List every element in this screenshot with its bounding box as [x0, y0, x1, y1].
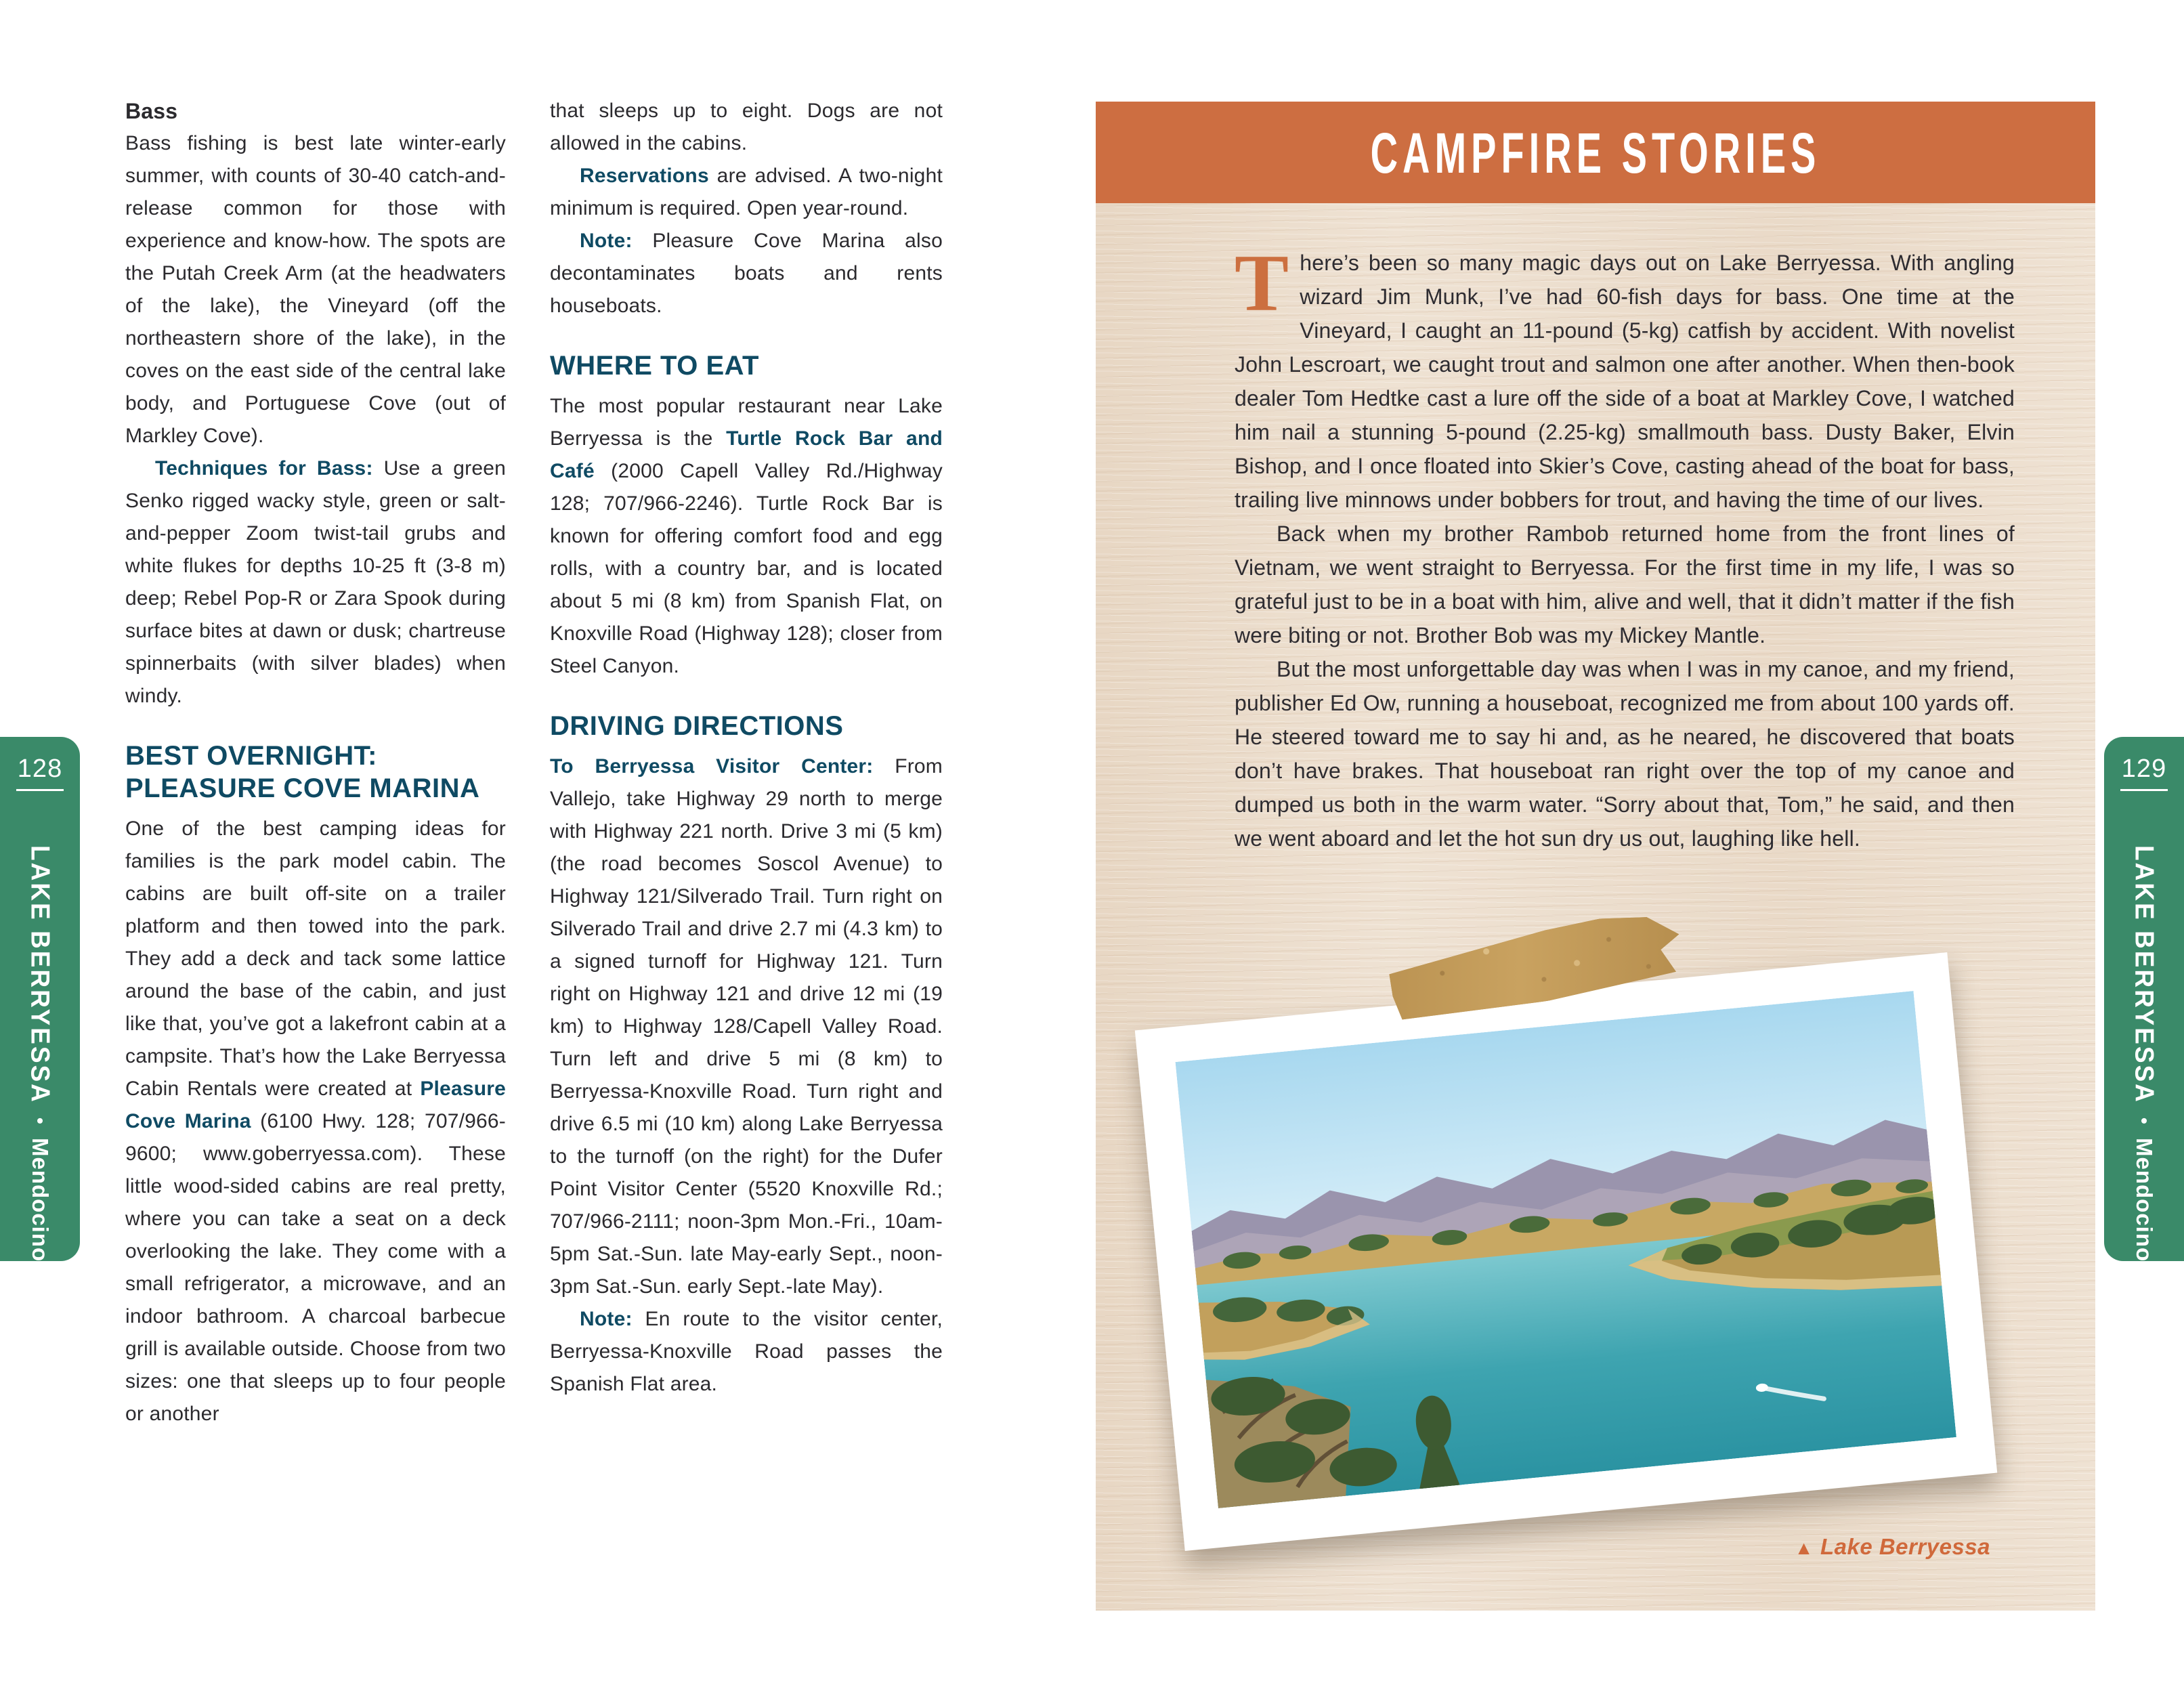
bass-heading: Bass [125, 99, 178, 123]
campfire-stories-title: CAMPFIRE STORIES [1370, 120, 1821, 185]
note-label: Note: [580, 230, 633, 252]
right-tab-vertical-label [2130, 845, 2158, 1262]
lake-scene-illustration [1176, 991, 1956, 1508]
overnight-paragraph [125, 813, 506, 1430]
lake-berryessa-photo-frame [1135, 952, 1997, 1551]
where-to-eat-paragraph [550, 390, 943, 683]
pleasure-cove-marina-bold: Pleasure Cove Marina [125, 1078, 506, 1132]
visitor-center-label: To Berryessa Visitor Center: [550, 755, 874, 778]
campfire-stories-box [1096, 102, 2095, 1611]
story-paragraph-1-text: here’s been so many magic days out on Lake Berryessa. With angling wizard Jim Munk, I’ve had 60-fish days for bass. One time at the Vineyard, I caught an 11-pound (5-kg) catfish by accident. With novelist John Lescroart, we caught trout and salmon one after another. When then-book dealer Tom Hedtke cast a lure off the side of a boat at Markley Cove, I watched him nail a stunning 5-pound (2.25-kg) smallmouth bass. Dusty Baker, Elvin Bishop, and I once floated into Skier’s Cove, casting ahead of the boat for bass, trailing live minnows under bobbers for trout, and having the time of our lives. [1235, 251, 2015, 512]
left-tab-vertical-label [26, 845, 54, 1262]
tab-region-label: LAKE BERRYESSA [2130, 845, 2159, 1104]
campfire-story-text [1235, 238, 2015, 855]
note-text: En route to the visitor center, Berryessa-Knoxville Road passes the Spanish Flat area. [550, 1308, 943, 1395]
techniques-paragraph [125, 452, 506, 712]
lake-berryessa-photo [1176, 991, 1956, 1508]
tab-region-label: LAKE BERRYESSA [26, 845, 55, 1104]
story-paragraph-2: Back when my brother Rambob returned home from the front lines of Vietnam, we went straight to Berryessa. For the first time in my life, I was so grateful just to be in a boat with him, alive and well, that it didn’t matter if the fish were biting or not. Brother Bob was my Mickey Mantle. [1235, 522, 2015, 647]
tab-area-label: Mendocino [2132, 1137, 2157, 1262]
best-overnight-heading: BEST OVERNIGHT: PLEASURE COVE MARINA [125, 741, 480, 803]
eat-text-pre: The most popular restaurant near Lake Berryessa is the [550, 395, 943, 450]
overnight-text-post: (6100 Hwy. 128; 707/966-9600; www.goberryessa.com). These little wood-sided cabins are real pretty, where you can take a seat on a deck overlooking the lake. They come with a small refrigerator, a microwave, and an indoor bathroom. A charcoal barbecue grill is available outside. Choose from two sizes: one that sleeps up to four people or another [125, 1110, 506, 1425]
left-page-tab [0, 737, 80, 1261]
overnight-text-pre: One of the best camping ideas for families is the park model cabin. The cabins are built off-site on a trailer platform and then towed into the park. They add a deck and tack some lattice around the base of the cabin, and just like that, you’ve got a lakefront cabin at a campsite. That’s how the Lake Berryessa Cabin Rentals were created at [125, 817, 506, 1100]
techniques-text: Use a green Senko rigged wacky style, green or salt-and-pepper Zoom twist-tail grubs and white flukes for depths 10-25 ft (3-8 m) deep; Rebel Pop-R or Zara Spook during surface bites at dawn or dusk; chartreuse spinnerbaits (with silver blades) when windy. [125, 457, 506, 707]
reservations-paragraph [550, 160, 943, 225]
eat-text-post: (2000 Capell Valley Rd./Highway 128; 707/966-2246). Turtle Rock Bar is known for offering comfort food and egg rolls, with a country bar, and is located about 5 mi (8 km) from Spanish Flat, on Knoxville Road (Highway 128); closer from Steel Canyon. [550, 460, 943, 677]
driving-directions-heading: DRIVING DIRECTIONS [550, 711, 844, 741]
right-page-tab [2104, 737, 2184, 1261]
where-to-eat-heading: WHERE TO EAT [550, 351, 759, 381]
drop-cap: T [1235, 238, 1289, 328]
caption-text: Lake Berryessa [1820, 1534, 1990, 1559]
page-number-right: 129 [2104, 754, 2184, 791]
page-number-left: 128 [0, 754, 80, 791]
directions-text: From Vallejo, take Highway 29 north to merge with Highway 221 north. Drive 3 mi (5 km) (the road becomes Soscol Avenue) to Highway 121/Silverado Trail. Turn right on Silverado Trail and drive 2.7 mi (4.3 km) to a signed turnoff for Highway 121. Turn right on Highway 121 and drive 12 mi (19 km) to Highway 128/Capell Valley Road. Turn left and drive 5 mi (8 km) to Berryessa-Knoxville Road. Turn right and drive 6.5 mi (10 km) along Lake Berryessa to the turnoff (on the right) for the Dufer Point Visitor Center (5520 Knoxville Rd.; 707/966-2111; noon-3pm Mon.-Fri., 10am-5pm Sat.-Sun. late May-early Sept., noon-3pm Sat.-Sun. early Sept.-late May). [550, 755, 943, 1298]
note-label: Note: [580, 1308, 633, 1330]
tab-bullet-separator: • [30, 1117, 51, 1124]
note-marina-paragraph [550, 225, 943, 322]
note-text: Pleasure Cove Marina also decontaminates boats and rents houseboats. [550, 230, 943, 317]
directions-paragraph [550, 750, 943, 1303]
tab-area-label: Mendocino [28, 1137, 53, 1262]
left-column [125, 95, 506, 1430]
story-paragraph-1 [1235, 238, 2015, 517]
bass-paragraph: Bass fishing is best late winter-early summer, with counts of 30-40 catch-and-release common for those with experience and know-how. The spots are the Putah Creek Arm (at the headwaters of the lake), the Vineyard (off the northeastern shore of the lake), in the coves on the east side of the central lake body, and Portuguese Cove (out of Markley Cove). [125, 132, 506, 447]
overnight-continuation-paragraph: that sleeps up to eight. Dogs are not allowed in the cabins. [550, 100, 943, 154]
turtle-rock-bar-bold: Turtle Rock Bar and Café [550, 427, 943, 482]
story-paragraph-3: But the most unforgettable day was when I was in my canoe, and my friend, publisher Ed Ow, running a houseboat, recognized me from about 100 yards off. He steered toward me to say hi and, as he neared, he discovered that boats don’t have brakes. That houseboat ran right over the top of my canoe and dumped us both in the warm water. “Sorry about that, Tom,” he said, and then we went aboard and let the hot sun dry us out, laughing like hell. [1235, 657, 2015, 851]
tab-bullet-separator: • [2134, 1117, 2155, 1124]
reservations-text: are advised. A two-night minimum is required. Open year-round. [550, 165, 943, 219]
photo-caption [1795, 1534, 1990, 1560]
campfire-stories-header [1096, 102, 2095, 203]
triangle-caption-marker: ▲ [1794, 1537, 1814, 1558]
note-route-paragraph [550, 1303, 943, 1401]
middle-column [550, 95, 943, 1401]
reservations-label: Reservations [580, 165, 709, 187]
techniques-label: Techniques for Bass: [155, 457, 373, 480]
